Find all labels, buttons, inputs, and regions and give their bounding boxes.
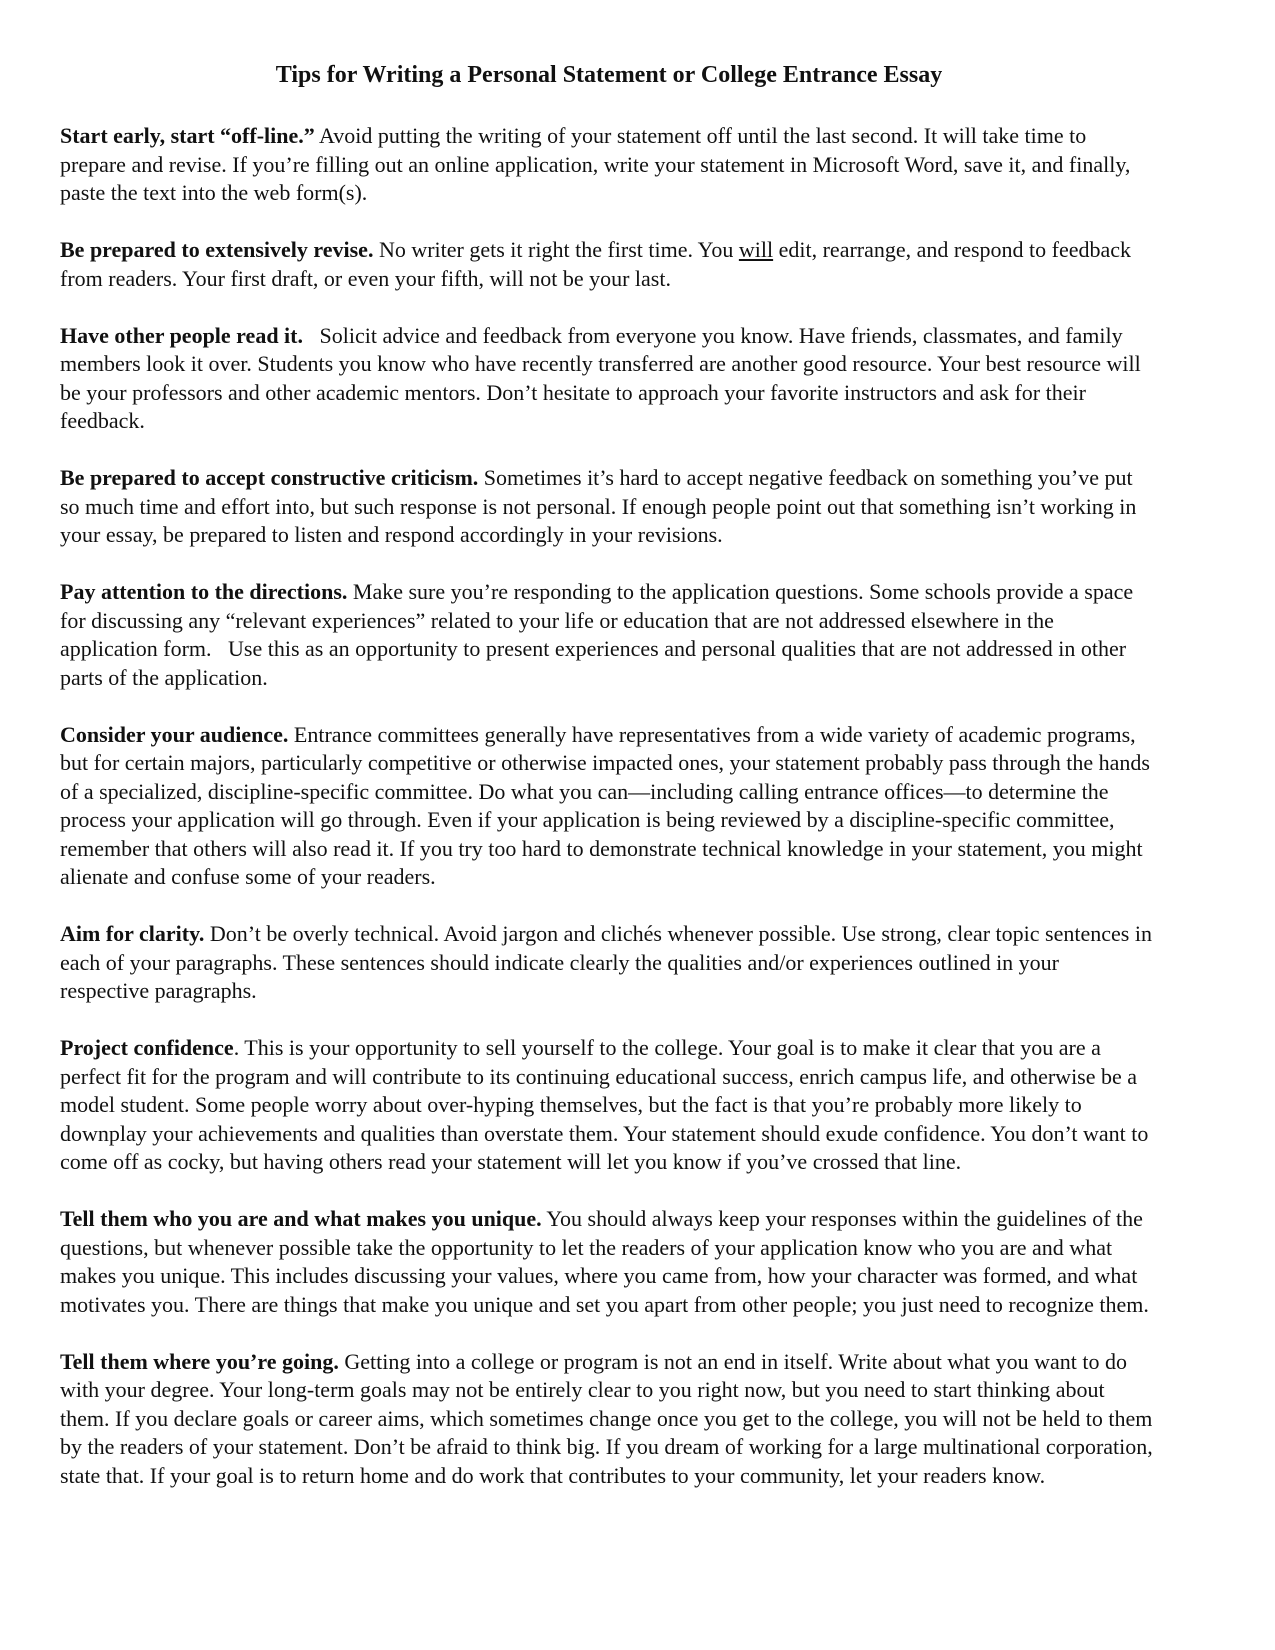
- tip-audience: [60, 721, 1153, 892]
- tip-body: Solicit advice and feedback from everyone you know. Have friends, classmates, and family members look it over. Students you know who have recently transferred are another good resource. Your best resource will be your professors and other academic mentors. Don’t hesitate to approach your favorite instructors and ask for their feedback.: [60, 322, 1147, 433]
- tip-body: Don’t be overly technical. Avoid jargon and clichés whenever possible. Use strong, clear topic sentences in each of your paragraphs. These sentences should indicate clearly the qualities and/or experiences outlined in your respective paragraphs.: [60, 921, 1152, 1003]
- tip-body: You should always keep your responses within the guidelines of the questions, but whenever possible take the opportunity to let the readers of your application know who you are and what makes you unique. This includes discussing your values, where you came from, how your character was formed, and what motivates you. There are things that make you unique and set you apart from other people; you just need to recognize them.: [60, 1206, 1149, 1317]
- tip-heading: Project confidence: [60, 1035, 234, 1060]
- tip-heading: Be prepared to extensively revise.: [60, 237, 374, 262]
- tip-body: No writer gets it right the first time. You: [373, 237, 739, 262]
- tip-revise: [60, 236, 1153, 293]
- tip-confidence: [60, 1034, 1153, 1177]
- document-title: Tips for Writing a Personal Statement or College Entrance Essay: [275, 62, 943, 88]
- tip-directions: [60, 578, 1153, 692]
- tip-heading: Pay attention to the directions.: [60, 579, 348, 604]
- tip-heading: Tell them where you’re going.: [60, 1348, 339, 1374]
- tip-heading: Tell them who you are and what makes you unique.: [60, 1206, 542, 1231]
- tip-start-early: [60, 122, 1153, 208]
- tip-body: Make sure you’re responding to the application questions. Some schools provide a space for discussing any “relevant experiences” related to your life or education that are not addressed elsewhere in the application form. Use this as an opportunity to present experiences and personal qualities that are not addressed in other parts of the application.: [60, 579, 1139, 690]
- tip-heading: Aim for clarity.: [60, 921, 205, 946]
- tip-body: Avoid putting the writing of your statement off until the last second. It will take time to prepare and revise. If you’re filling out an online application, write your statement in Microsoft Word, save it, and finally, paste the text into the web form(s).: [60, 123, 1131, 205]
- tip-heading: Be prepared to accept constructive criticism.: [60, 465, 479, 490]
- tip-body: Getting into a college or program is not an end in itself. Write about what you want to do with your degree. Your long-term goals may not be entirely clear to you right now, but you need to start thinking about them. If you declare goals or career aims, which sometimes change once you get to the college, you will not be held to them by the readers of your statement. Don’t be afraid to think big. If you dream of working for a large multinational corporation, state that. If your goal is to return home and do work that contributes to your community, let your readers know.: [60, 1348, 1153, 1488]
- tip-clarity: [60, 920, 1153, 1006]
- tip-unique: [60, 1205, 1153, 1319]
- tip-body: Entrance committees generally have representatives from a wide variety of academic programs, but for certain majors, particularly competitive or otherwise impacted ones, your statement probably pass through the hands of a specialized, discipline-specific committee. Do what you can—including calling entrance offices—to determine the process your application will go through. Even if your application is being reviewed by a discipline-specific committee, remember that others will also read it. If you try too hard to demonstrate technical knowledge in your statement, you might alienate and confuse some of your readers.: [60, 721, 1150, 889]
- tip-heading: Start early, start “off-line.”: [60, 123, 315, 148]
- tip-heading: Consider your audience.: [60, 721, 289, 747]
- tip-criticism: [60, 464, 1153, 550]
- tip-body: . This is your opportunity to sell yourself to the college. Your goal is to make it clear that you are a perfect fit for the program and will contribute to its continuing educational success, enrich campus life, and otherwise be a model student. Some people worry about over-hyping themselves, but the fact is that you’re probably more likely to downplay your achievements and qualities than overstate them. Your statement should exude confidence. You don’t want to come off as cocky, but having others read your statement will let you know if you’ve crossed that line.: [60, 1035, 1149, 1174]
- tip-heading: Have other people read it.: [60, 322, 303, 348]
- tip-body: Sometimes it’s hard to accept negative feedback on something you’ve put so much time and effort into, but such response is not personal. If enough people point out that something isn’t working in your essay, be prepared to listen and respond accordingly in your revisions.: [60, 465, 1137, 547]
- tip-other-people: [60, 322, 1153, 436]
- tip-going: [60, 1348, 1153, 1491]
- tip-body: edit, rearrange, and respond to feedback from readers. Your first draft, or even your fifth, will not be your last.: [60, 237, 1132, 291]
- tip-emphasis: will: [738, 237, 774, 262]
